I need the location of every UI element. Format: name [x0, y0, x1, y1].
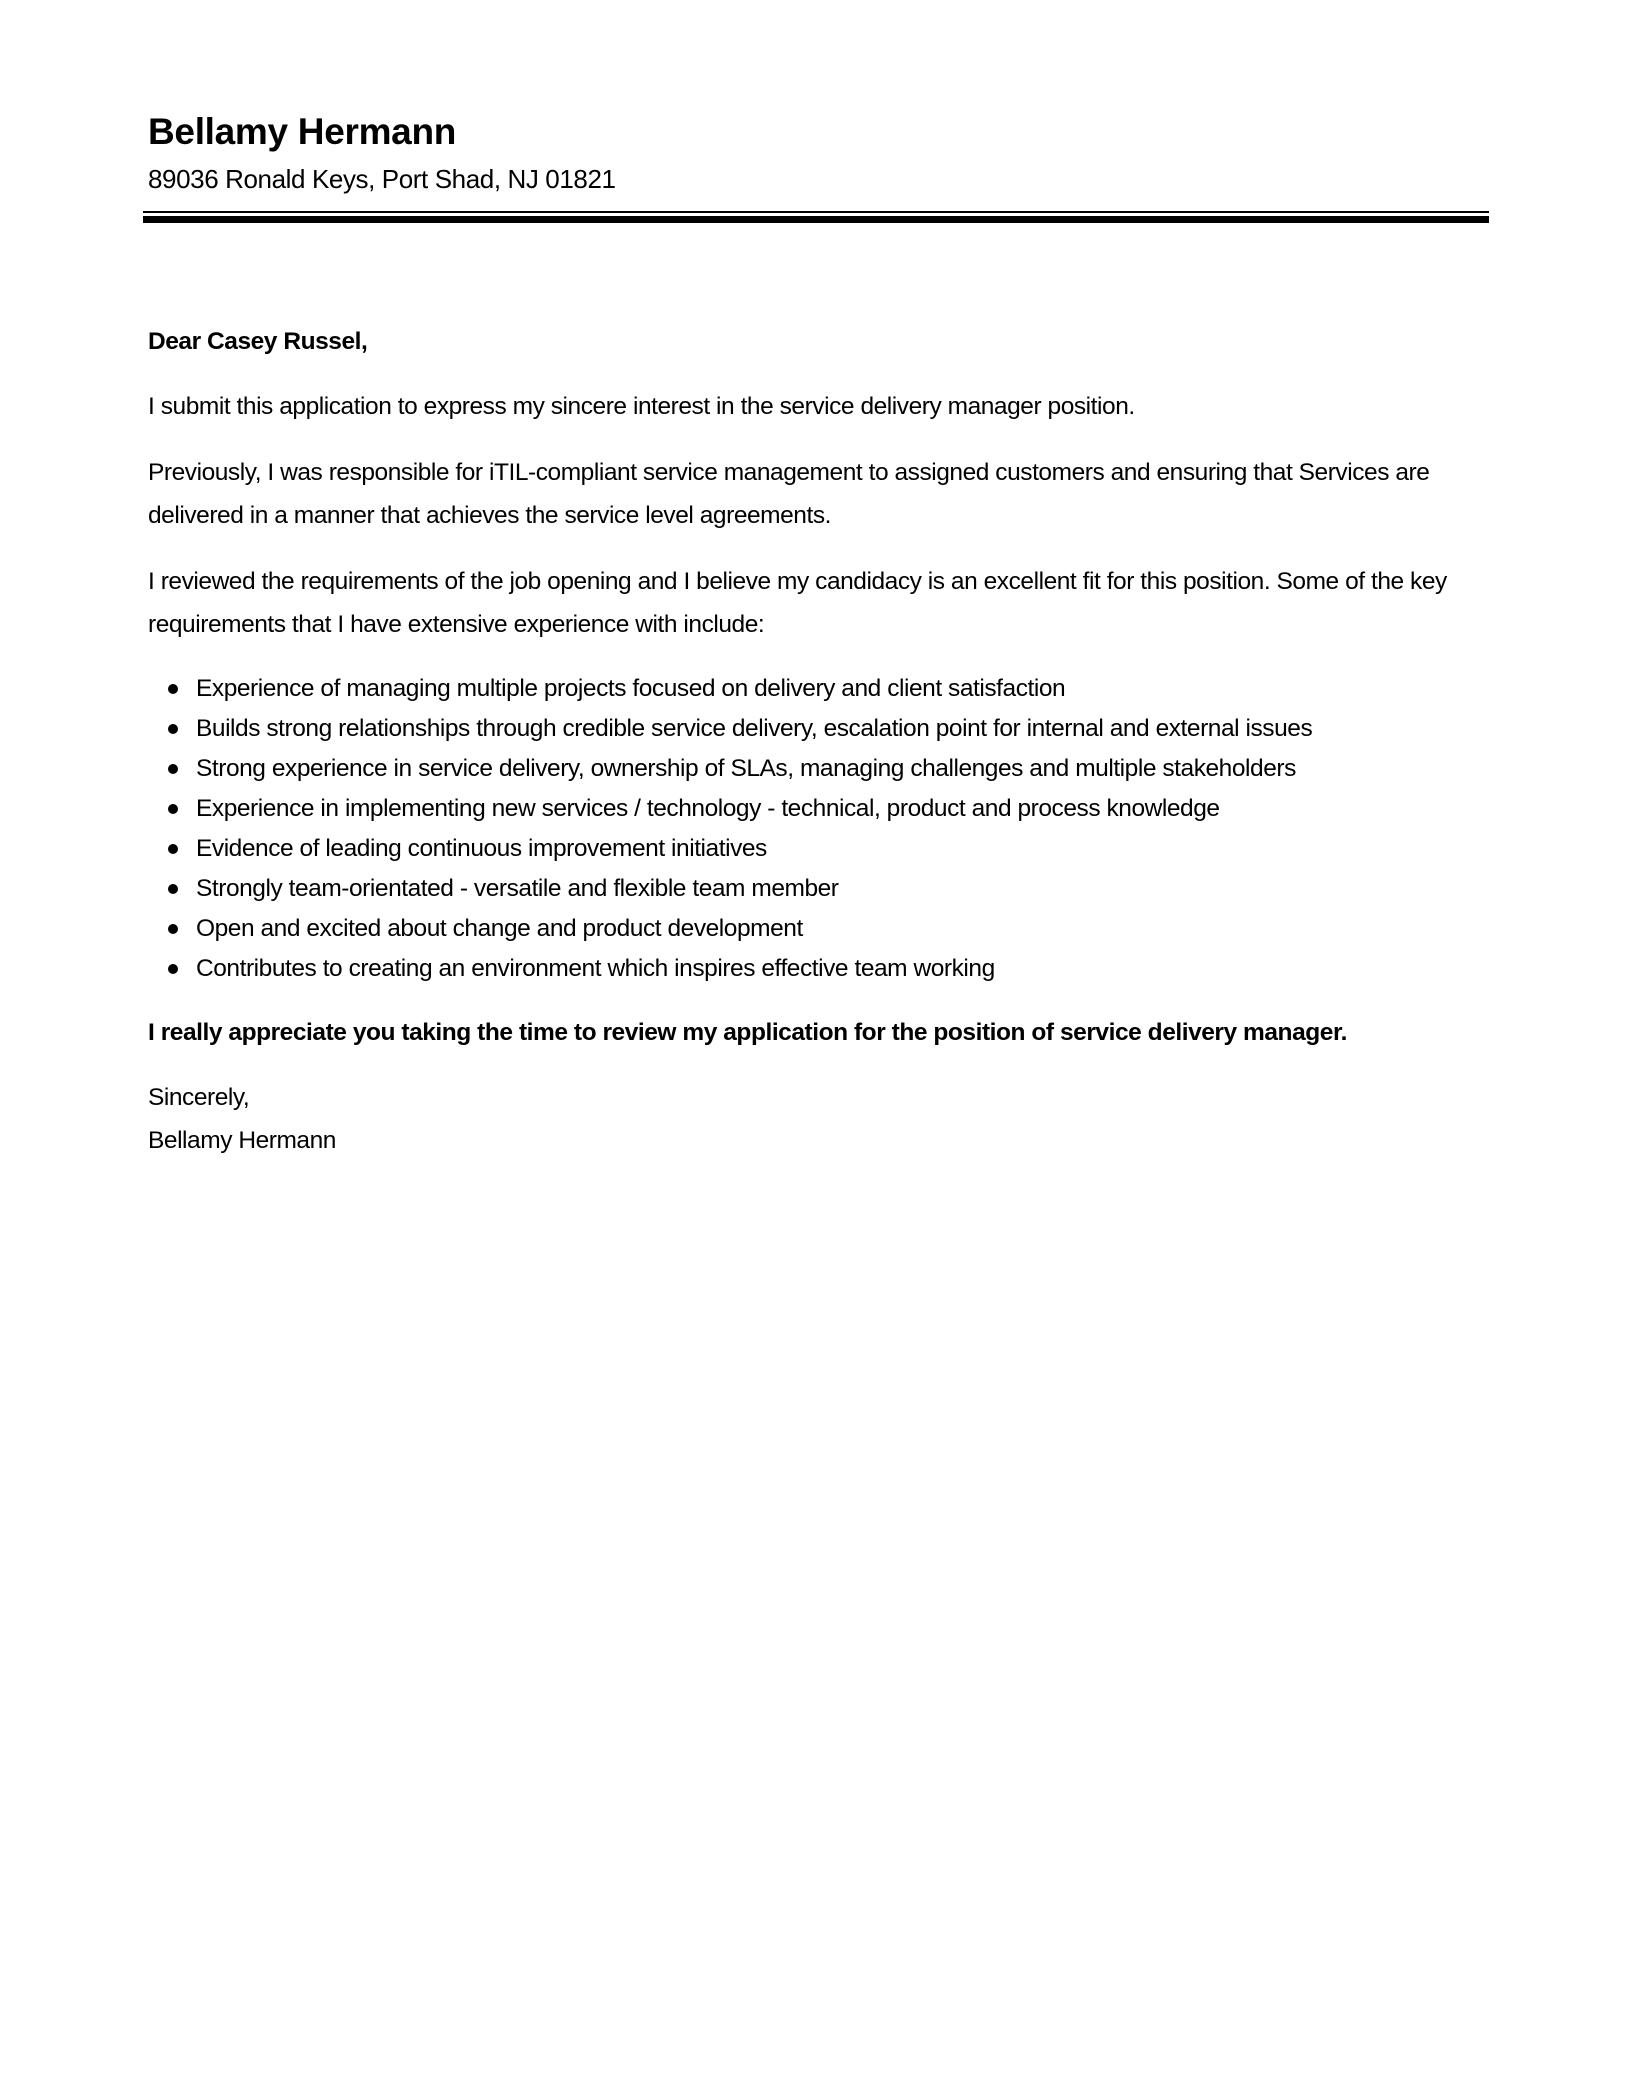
bullet-icon [168, 844, 178, 854]
list-item-text: Builds strong relationships through credible service delivery, escalation point for internal and external issues [196, 715, 1313, 742]
list-item [148, 709, 1488, 749]
salutation: Dear Casey Russel, [148, 328, 368, 355]
header-divider-thick-line [143, 216, 1489, 223]
requirements-list [148, 669, 1488, 989]
letter-body [148, 320, 1488, 1162]
list-item-text: Strong experience in service delivery, ownership of SLAs, managing challenges and multiple stakeholders [196, 755, 1296, 782]
bullet-icon [168, 804, 178, 814]
header-divider [143, 211, 1489, 224]
list-item-text: Evidence of leading continuous improvement initiatives [196, 835, 767, 862]
closing-paragraph: I really appreciate you taking the time to review my application for the position of service delivery manager. [148, 1019, 1348, 1046]
list-item-text: Experience in implementing new services / technology - technical, product and process knowledge [196, 795, 1220, 822]
intro-paragraph: I submit this application to express my sincere interest in the service delivery manager position. [148, 393, 1135, 420]
bullet-icon [168, 764, 178, 774]
list-item-text: Open and excited about change and product development [196, 915, 803, 942]
bullet-icon [168, 884, 178, 894]
list-item [148, 789, 1488, 829]
experience-paragraph: Previously, I was responsible for iTIL-compliant service management to assigned customers and ensuring that Services are delivered in a manner that achieves the service level agreements. [148, 459, 1430, 529]
list-item-text: Strongly team-orientated - versatile and flexible team member [196, 875, 839, 902]
list-item [148, 829, 1488, 869]
list-item [148, 749, 1488, 789]
list-item-text: Experience of managing multiple projects focused on delivery and client satisfaction [196, 675, 1066, 702]
bullet-icon [168, 684, 178, 694]
signature-name: Bellamy Hermann [148, 1127, 336, 1154]
sender-name: Bellamy Hermann [148, 111, 457, 152]
list-item-text: Contributes to creating an environment which inspires effective team working [196, 955, 995, 982]
signoff: Sincerely, [148, 1084, 250, 1111]
sender-address: 89036 Ronald Keys, Port Shad, NJ 01821 [148, 164, 616, 194]
header-divider-thin-line [143, 211, 1489, 213]
list-item [148, 909, 1488, 949]
requirements-intro-paragraph: I reviewed the requirements of the job opening and I believe my candidacy is an excellent fit for this position. Some of the key requirements that I have extensive experience with include: [148, 568, 1447, 638]
bullet-icon [168, 724, 178, 734]
list-item [148, 669, 1488, 709]
list-item [148, 869, 1488, 909]
bullet-icon [168, 964, 178, 974]
bullet-icon [168, 924, 178, 934]
list-item [148, 949, 1488, 989]
